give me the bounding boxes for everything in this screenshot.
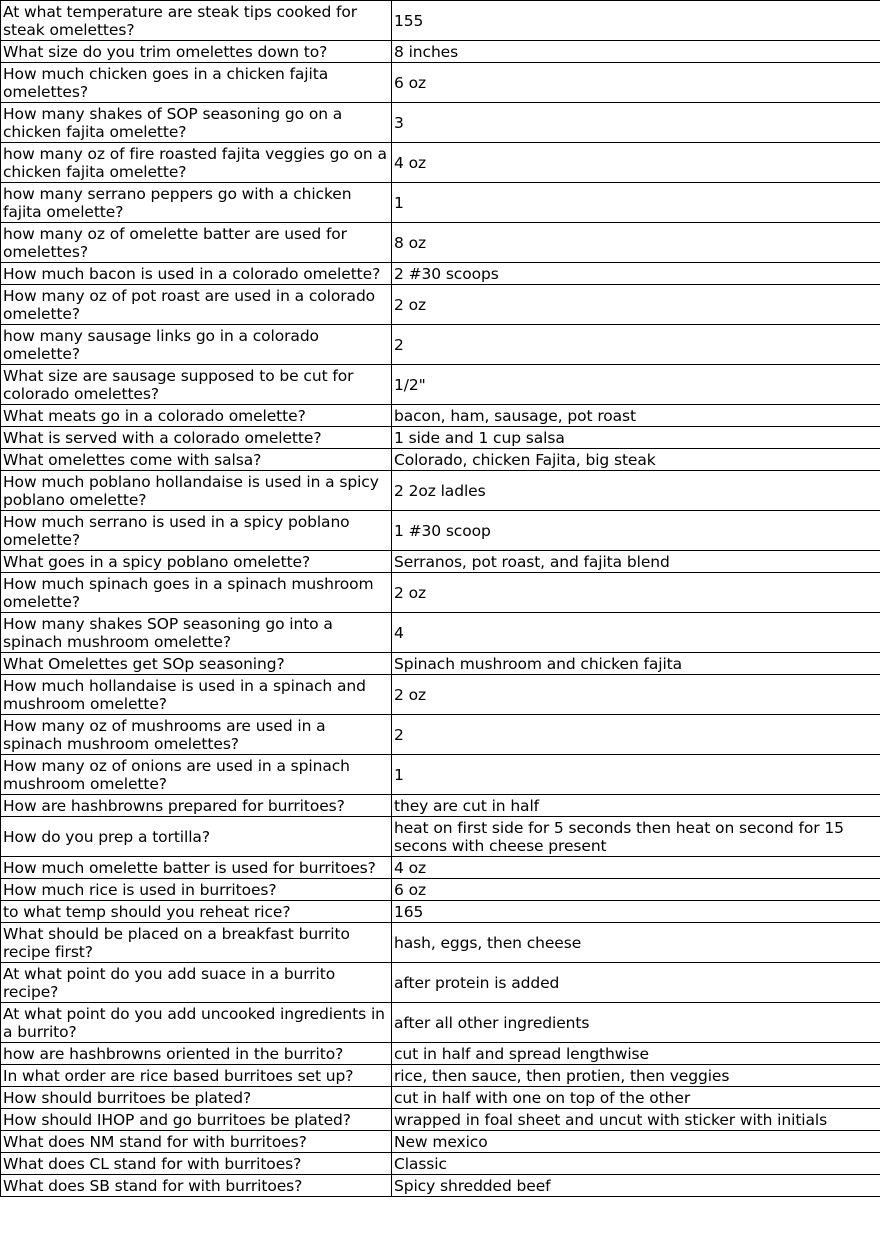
table-row <box>1 1109 880 1131</box>
question-cell: How should IHOP and go burritoes be plated? <box>1 1109 392 1131</box>
question-cell: How should burritoes be plated? <box>1 1087 392 1109</box>
table-row <box>1 923 880 963</box>
answer-cell: wrapped in foal sheet and uncut with sticker with initials <box>392 1109 880 1131</box>
answer-cell: New mexico <box>392 1131 880 1153</box>
answer-cell: 4 oz <box>392 143 880 183</box>
table-row <box>1 365 880 405</box>
answer-cell: Serranos, pot roast, and fajita blend <box>392 551 880 573</box>
table-row <box>1 1175 880 1197</box>
table-row <box>1 613 880 653</box>
answer-cell: cut in half with one on top of the other <box>392 1087 880 1109</box>
answer-cell: 4 <box>392 613 880 653</box>
answer-cell: 6 oz <box>392 63 880 103</box>
table-row <box>1 1087 880 1109</box>
table-row <box>1 879 880 901</box>
table-row <box>1 1065 880 1087</box>
answer-cell: 3 <box>392 103 880 143</box>
answer-cell: 2 2oz ladles <box>392 471 880 511</box>
answer-cell: 2 #30 scoops <box>392 263 880 285</box>
question-cell: What meats go in a colorado omelette? <box>1 405 392 427</box>
answer-cell: 1/2" <box>392 365 880 405</box>
table-row <box>1 285 880 325</box>
table-row <box>1 755 880 795</box>
table-row <box>1 103 880 143</box>
answer-cell: 1 <box>392 183 880 223</box>
table-row <box>1 817 880 857</box>
qa-table-body <box>1 1 880 1197</box>
question-cell: How much bacon is used in a colorado omelette? <box>1 263 392 285</box>
question-cell: How many shakes SOP seasoning go into a spinach mushroom omelette? <box>1 613 392 653</box>
answer-cell: bacon, ham, sausage, pot roast <box>392 405 880 427</box>
question-cell: What is served with a colorado omelette? <box>1 427 392 449</box>
question-cell: How are hashbrowns prepared for burritoes? <box>1 795 392 817</box>
question-cell: How many oz of pot roast are used in a colorado omelette? <box>1 285 392 325</box>
table-row <box>1 551 880 573</box>
table-row <box>1 325 880 365</box>
table-row <box>1 1131 880 1153</box>
table-row <box>1 427 880 449</box>
table-row <box>1 263 880 285</box>
answer-cell: 2 <box>392 325 880 365</box>
table-row <box>1 573 880 613</box>
table-row <box>1 675 880 715</box>
question-cell: What size are sausage supposed to be cut for colorado omelettes? <box>1 365 392 405</box>
question-cell: What does NM stand for with burritoes? <box>1 1131 392 1153</box>
answer-cell: Colorado, chicken Fajita, big steak <box>392 449 880 471</box>
question-cell: How much rice is used in burritoes? <box>1 879 392 901</box>
table-row <box>1 653 880 675</box>
table-row <box>1 1003 880 1043</box>
question-cell: how are hashbrowns oriented in the burrito? <box>1 1043 392 1065</box>
answer-cell: 8 oz <box>392 223 880 263</box>
answer-cell: 1 #30 scoop <box>392 511 880 551</box>
table-row <box>1 1 880 41</box>
question-cell: How much serrano is used in a spicy poblano omelette? <box>1 511 392 551</box>
question-cell: What goes in a spicy poblano omelette? <box>1 551 392 573</box>
question-cell: How do you prep a tortilla? <box>1 817 392 857</box>
answer-cell: 8 inches <box>392 41 880 63</box>
question-cell: how many oz of fire roasted fajita veggies go on a chicken fajita omelette? <box>1 143 392 183</box>
answer-cell: 165 <box>392 901 880 923</box>
question-cell: What size do you trim omelettes down to? <box>1 41 392 63</box>
table-row <box>1 963 880 1003</box>
question-cell: how many sausage links go in a colorado omelette? <box>1 325 392 365</box>
answer-cell: 1 <box>392 755 880 795</box>
table-row <box>1 183 880 223</box>
answer-cell: 2 oz <box>392 285 880 325</box>
question-cell: What does CL stand for with burritoes? <box>1 1153 392 1175</box>
table-row <box>1 63 880 103</box>
question-cell: to what temp should you reheat rice? <box>1 901 392 923</box>
question-cell: At what temperature are steak tips cooked for steak omelettes? <box>1 1 392 41</box>
question-cell: How much omelette batter is used for burritoes? <box>1 857 392 879</box>
table-row <box>1 901 880 923</box>
answer-cell: Spinach mushroom and chicken fajita <box>392 653 880 675</box>
answer-cell: after protein is added <box>392 963 880 1003</box>
question-cell: How many shakes of SOP seasoning go on a chicken fajita omelette? <box>1 103 392 143</box>
question-cell: how many oz of omelette batter are used for omelettes? <box>1 223 392 263</box>
answer-cell: heat on first side for 5 seconds then heat on second for 15 secons with cheese present <box>392 817 880 857</box>
question-cell: How much hollandaise is used in a spinach and mushroom omelette? <box>1 675 392 715</box>
answer-cell: 155 <box>392 1 880 41</box>
table-row <box>1 1043 880 1065</box>
answer-cell: 2 oz <box>392 573 880 613</box>
question-cell: At what point do you add suace in a burrito recipe? <box>1 963 392 1003</box>
question-cell: What omelettes come with salsa? <box>1 449 392 471</box>
question-cell: How much poblano hollandaise is used in a spicy poblano omelette? <box>1 471 392 511</box>
answer-cell: 1 side and 1 cup salsa <box>392 427 880 449</box>
answer-cell: 4 oz <box>392 857 880 879</box>
answer-cell: Classic <box>392 1153 880 1175</box>
question-cell: What Omelettes get SOp seasoning? <box>1 653 392 675</box>
answer-cell: Spicy shredded beef <box>392 1175 880 1197</box>
answer-cell: 2 oz <box>392 675 880 715</box>
question-cell: What does SB stand for with burritoes? <box>1 1175 392 1197</box>
table-row <box>1 405 880 427</box>
table-row <box>1 143 880 183</box>
table-row <box>1 857 880 879</box>
answer-cell: 6 oz <box>392 879 880 901</box>
question-cell: how many serrano peppers go with a chicken fajita omelette? <box>1 183 392 223</box>
answer-cell: after all other ingredients <box>392 1003 880 1043</box>
table-row <box>1 471 880 511</box>
question-cell: At what point do you add uncooked ingredients in a burrito? <box>1 1003 392 1043</box>
question-cell: What should be placed on a breakfast burrito recipe first? <box>1 923 392 963</box>
question-cell: In what order are rice based burritoes set up? <box>1 1065 392 1087</box>
answer-cell: hash, eggs, then cheese <box>392 923 880 963</box>
table-row <box>1 41 880 63</box>
answer-cell: 2 <box>392 715 880 755</box>
answer-cell: cut in half and spread lengthwise <box>392 1043 880 1065</box>
question-cell: How much spinach goes in a spinach mushroom omelette? <box>1 573 392 613</box>
table-row <box>1 449 880 471</box>
answer-cell: they are cut in half <box>392 795 880 817</box>
answer-cell: rice, then sauce, then protien, then veggies <box>392 1065 880 1087</box>
question-cell: How many oz of onions are used in a spinach mushroom omelette? <box>1 755 392 795</box>
question-cell: How many oz of mushrooms are used in a spinach mushroom omelettes? <box>1 715 392 755</box>
table-row <box>1 715 880 755</box>
question-cell: How much chicken goes in a chicken fajita omelettes? <box>1 63 392 103</box>
table-row <box>1 795 880 817</box>
table-row <box>1 223 880 263</box>
table-row <box>1 511 880 551</box>
table-row <box>1 1153 880 1175</box>
